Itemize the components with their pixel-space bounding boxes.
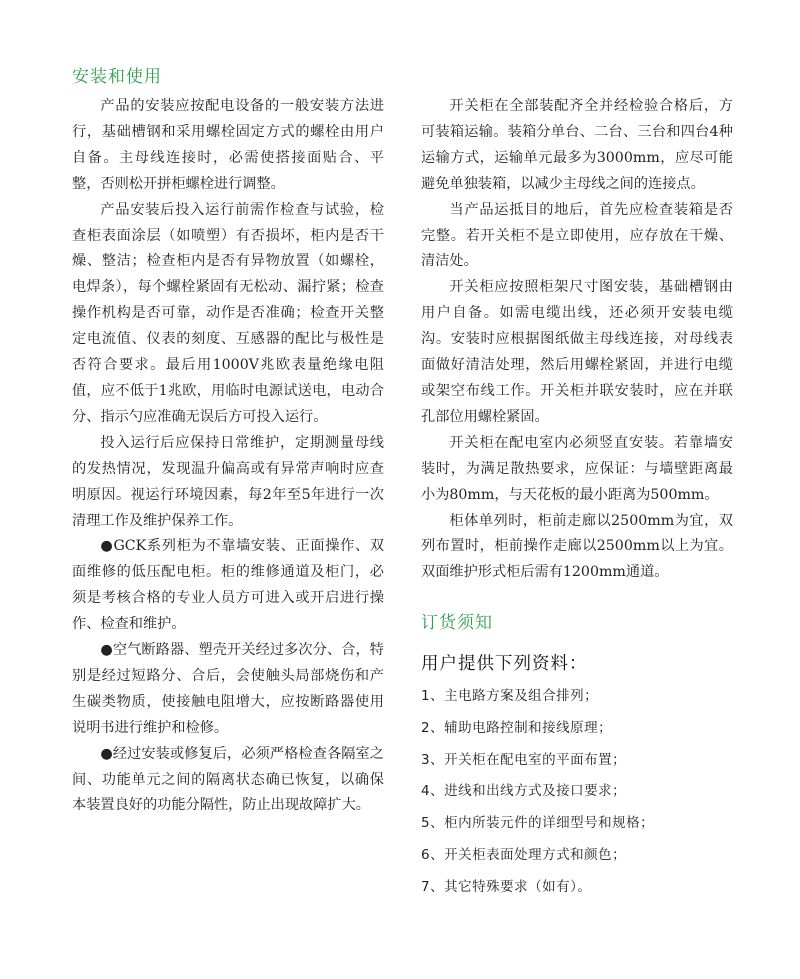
user-info-title: 用户提供下列资料： — [421, 654, 588, 674]
bullet-paragraph: ●GCK系列柜为不靠墙安装、正面操作、双面维修的低压配电柜。柜的维修通道及柜门，必须是考核合格的专业人员方可进入或开启进行操作、检查和维护。 — [72, 538, 384, 633]
section-title-ordering: 订货须知 — [421, 613, 493, 633]
list-item: 1、主电路方案及组合排列； — [421, 688, 599, 704]
list-item: 4、进线和出线方式及接口要求； — [421, 783, 627, 800]
paragraph: 开关柜在全部装配齐全并经检验合格后，方可装箱运输。装箱分单台、二台、三台和四台4种运输方式，运输单元最多为3000mm，应尽可能避免单独装箱，以减少主母线之间的连接点。 — [421, 98, 733, 192]
paragraph: 开关柜应按照柜架尺寸图安装，基础槽钢由用户自备。如需电缆出线，还必须开安装电缆沟。安装时应根据图纸做主母线连接，对母线表面做好清洁处理，然后用螺栓紧固，并进行电缆或架空布线工作。开关柜并联安装时，应在并联孔部位用螺栓紧固。 — [421, 279, 733, 425]
paragraph: 产品安装后投入运行前需作检查与试验，检查柜表面涂层（如喷塑）有否损坏，柜内是否干燥、整洁；检查柜内是否有异物放置（如螺栓，电焊条），每个螺栓紧固有无松动、漏拧紧；检查操作机构是否可靠，动作是否准确；检查开关整定电流值、仪表的刻度、互感器的配比与极性是否符合要求。最后用1000V兆欧表量绝缘电阻值，应不低于1兆欧，用临时电源试送电，电动合分、指示勺应准确无误后方可投入运行。 — [72, 201, 384, 425]
left-column — [72, 94, 384, 819]
list-item: 7、其它特殊要求（如有）。 — [421, 878, 592, 895]
paragraph: 开关柜在配电室内必须竖直安装。若靠墙安装时，为满足散热要求，应保证：与墙壁距离最小为80mm，与天花板的最小距离为500mm。 — [421, 434, 733, 503]
list-item: 2、辅助电路控制和接线原理； — [421, 719, 613, 736]
paragraph: 当产品运抵目的地后，首先应检查装箱是否完整。若开关柜不是立即使用，应存放在干燥、清洁处。 — [421, 201, 733, 270]
requirement-list — [421, 686, 654, 909]
paragraph: 柜体单列时，柜前走廊以2500mm为宜，双列布置时，柜前操作走廊以2500mm以上为宜。双面维护形式柜后需有1200mm通道。 — [421, 512, 733, 581]
list-item: 6、开关柜表面处理方式和颜色； — [421, 846, 627, 863]
right-column — [421, 94, 733, 586]
paragraph: 投入运行后应保持日常维护，定期测量母线的发热情况，发现温升偏高或有异常声响时应查明原因。视运行环境因素，每2年至5年进行一次清理工作及维护保养工作。 — [72, 434, 384, 529]
list-item: 3、开关柜在配电室的平面布置； — [421, 751, 627, 768]
list-item: 5、柜内所装元件的详细型号和规格； — [421, 815, 655, 832]
section-title-installation: 安装和使用 — [72, 67, 162, 87]
paragraph: 产品的安装应按配电设备的一般安装方法进行，基础槽钢和采用螺栓固定方式的螺栓由用户自备。主母线连接时，必需使搭接面贴合、平整，否则松开拼柜螺栓进行调整。 — [72, 98, 384, 192]
bullet-paragraph: ●经过安装或修复后，必须严格检查各隔室之间、功能单元之间的隔离状态确已恢复，以确保本装置良好的功能分隔性，防止出现故障扩大。 — [72, 745, 384, 814]
bullet-paragraph: ●空气断路器、塑壳开关经过多次分、合，特别是经过短路分、合后，会使触头局部烧伤和产生碳类物质，使接触电阻增大，应按断路器使用说明书进行维护和检修。 — [72, 642, 384, 736]
